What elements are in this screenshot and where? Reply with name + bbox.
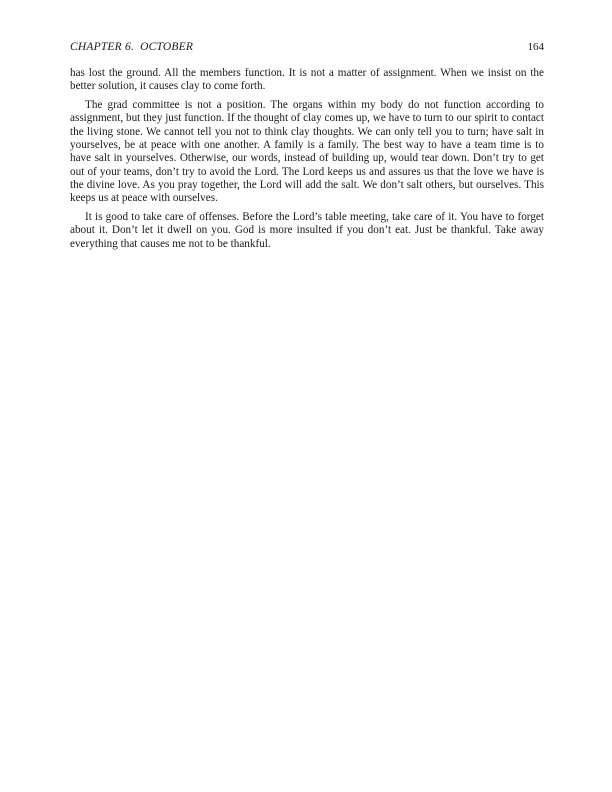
running-title: CHAPTER 6. OCTOBER [70,41,194,53]
paragraph: has lost the ground. All the members function. It is not a matter of assignment. When we insist on the better solution, it causes clay to come forth. [70,67,544,93]
page-number: 164 [527,41,544,53]
page-header [70,41,544,53]
paragraph: It is good to take care of offenses. Before the Lord’s table meeting, take care of it. You have to forget about it. Don’t let it dwell on you. God is more insulted if you don’t eat. Just be thankful. Take away everything that causes me not to be thankful. [70,210,544,250]
paragraph: The grad committee is not a position. The organs within my body do not function according to assignment, but they just function. If the thought of clay comes up, we have to turn to our spirit to contact the living stone. We cannot tell you not to think clay thoughts. We can only tell you to turn; have salt in yourselves, be at peace with one another. A family is a family. The best way to have a team time is to have salt in yourselves. Otherwise, our words, instead of building up, would tear down. Don’t try to get out of your teams, don’t try to avoid the Lord. The Lord keeps us and assures us that the love we have is the divine love. As you pray together, the Lord will add the salt. We don’t salt others, but ourselves. This keeps us at peace with ourselves. [70,99,544,205]
page-body [70,67,544,251]
